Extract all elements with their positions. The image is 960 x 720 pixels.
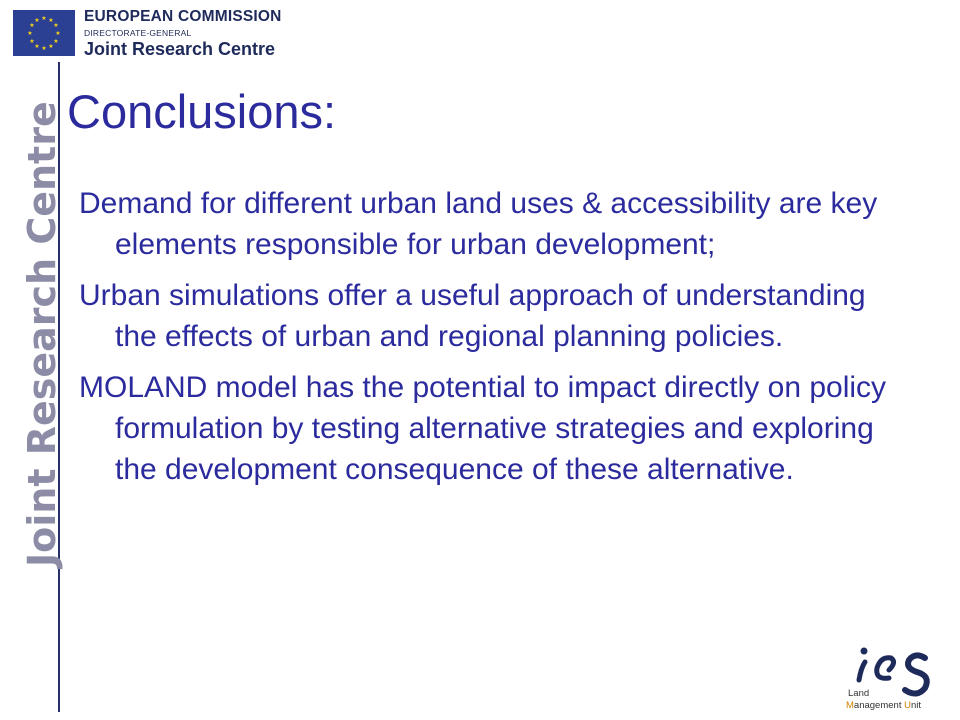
svg-text:★: ★ xyxy=(29,38,35,45)
slide-body xyxy=(79,183,909,500)
svg-text:★: ★ xyxy=(41,45,47,52)
svg-text:★: ★ xyxy=(41,15,47,22)
logo-caption-nit: nit xyxy=(910,700,922,711)
logo-caption-m: M xyxy=(846,700,854,711)
svg-text:★: ★ xyxy=(29,22,35,29)
bullet-paragraph: Urban simulations offer a useful approach of understanding the effects of urban and regional planning policies. xyxy=(79,279,866,353)
svg-text:★: ★ xyxy=(55,30,61,37)
logo-caption-land: Land xyxy=(848,688,870,699)
svg-text:★: ★ xyxy=(27,30,33,37)
svg-text:★: ★ xyxy=(48,43,54,50)
bullet-paragraph: Demand for different urban land uses & accessibility are key elements responsible for urban development; xyxy=(79,187,878,261)
logo-caption-management-unit xyxy=(846,701,921,711)
slide-title: Conclusions: xyxy=(67,85,337,138)
svg-text:★: ★ xyxy=(53,38,59,45)
svg-text:★: ★ xyxy=(48,17,54,24)
svg-text:★: ★ xyxy=(53,22,59,29)
side-brand-text: Joint Research Centre xyxy=(20,101,64,567)
bullet-paragraph: MOLAND model has the potential to impact directly on policy formulation by testing alternative strategies and exploring the development consequence of these alternative. xyxy=(79,371,887,486)
svg-text:★: ★ xyxy=(34,17,40,24)
svg-text:★: ★ xyxy=(34,43,40,50)
header-directorate: DIRECTORATE-GENERAL xyxy=(84,28,192,38)
eu-flag-icon xyxy=(13,10,75,56)
header-org-name: EUROPEAN COMMISSION xyxy=(84,8,282,25)
logo-caption-u: U xyxy=(904,700,911,711)
logo-caption-anagement: anagement xyxy=(853,700,905,711)
header-jrc: Joint Research Centre xyxy=(84,39,276,59)
